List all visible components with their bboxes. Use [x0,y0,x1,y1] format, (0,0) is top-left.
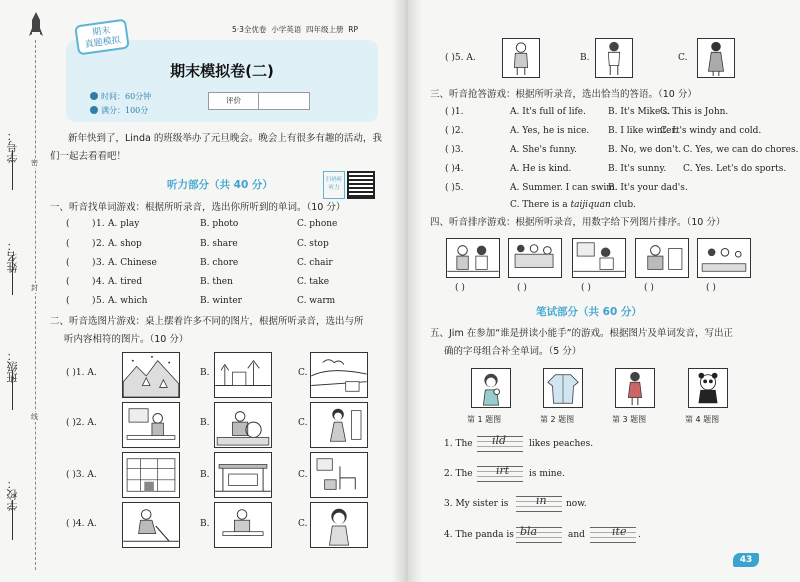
q2-1b-winter-trees[interactable] [214,352,272,398]
q5-s4-mid: and [568,530,585,540]
q1-option-b[interactable]: B. chore [200,258,239,268]
q5-s2-answer: irt [496,464,510,477]
q1-heading: 一、听音找单词游戏：根据所听录音，选出你所听到的单词。（10 分） [50,202,346,213]
q2-row1-b: B. [200,368,210,378]
q5-heading-2: 确的字母组合补全单词。（5 分） [444,346,582,357]
q5-s1-answer: ild [492,434,507,447]
q1-option-a[interactable]: A. which [108,296,148,306]
q1-paren-open[interactable]: ( [66,239,70,249]
q4-pic1-family-talk[interactable] [446,238,500,278]
q3-option-c[interactable]: C. It's windy and cold. [660,126,762,136]
pencil-icon [90,106,98,114]
q1-paren-close: ) [92,277,96,287]
q2-row2-b: B. [200,418,210,428]
q3-number[interactable]: ( )1. [445,107,464,117]
seal-mark-line: 线 [31,413,38,421]
q2-5b-figure[interactable] [595,38,633,78]
q5-pic1-child-eating [471,368,511,408]
q1-option-c[interactable]: C. phone [297,219,338,229]
class-label: 班级： [6,350,19,383]
q1-option-b[interactable]: B. share [200,239,238,249]
q2-3c-chair-room[interactable] [310,452,368,498]
q4-bracket-3[interactable]: ( ) [581,283,591,293]
page-number: 43 [733,553,759,567]
q2-2a-classroom[interactable] [122,402,180,448]
q1-paren-open[interactable]: ( [66,277,70,287]
q2-heading-2: 听内容相符的图片。（10 分） [64,334,189,345]
seal-mark-seal: 封 [31,284,38,292]
listening-section-title: 听力部分（共 40 分） [167,179,273,191]
q1-option-a[interactable]: A. play [108,219,140,229]
q1-option-c[interactable]: C. chair [297,258,333,268]
q5-pic4-panda [688,368,728,408]
q1-number: 5. [96,296,105,306]
exam-badge [74,19,130,56]
badge-line-1: 期末 [91,25,111,39]
q4-bracket-5[interactable]: ( ) [706,283,716,293]
q5-caption-2: 第 2 题图 [540,415,575,424]
badge-line-2: 真题模拟 [84,35,122,51]
q3-number[interactable]: ( )2. [445,126,464,136]
q4-bracket-1[interactable]: ( ) [455,283,465,293]
q2-3b-bus-stop[interactable] [214,452,272,498]
qr-tag: 扫码听听力 [323,171,345,199]
q2-row2-c: C. [298,418,308,428]
q2-row4-c: C. [298,519,308,529]
q5-s2-post: is mine. [529,469,565,479]
q3-option-c[interactable]: C. Yes, we can do chores. [683,145,799,155]
q5-s3-answer: in [536,494,547,507]
q1-number: 2. [96,239,105,249]
q3-option-b[interactable]: B. It's sunny. [608,164,667,174]
q1-option-a[interactable]: A. Chinese [108,258,157,268]
school-line [12,500,13,540]
q1-paren-close: ) [92,258,96,268]
name-label: 姓名： [6,240,19,273]
q2-heading-1: 二、听音选图片游戏：桌上摆着许多不同的图片，根据所听录音，选出与所 [50,316,364,327]
q2-5c-figure[interactable] [697,38,735,78]
q4-pic3-kitchen[interactable] [572,238,626,278]
q2-4a-boy-cleaning[interactable] [122,502,180,548]
q2-4b-girl-reading[interactable] [214,502,272,548]
q5-s1-pre: 1. The [444,439,473,449]
q3-option-a[interactable]: A. It's full of life. [510,107,586,117]
q1-option-b[interactable]: B. then [200,277,233,287]
q2-1c-landscape[interactable] [310,352,368,398]
student-id-label: 学号： [6,130,19,163]
qr-code-icon[interactable] [347,171,375,199]
q4-pic2-family-group[interactable] [508,238,562,278]
q5-caption-4: 第 4 题图 [685,415,720,424]
q3-option-a[interactable]: A. She's funny. [510,145,577,155]
q1-paren-close: ) [92,219,96,229]
q1-number: 4. [96,277,105,287]
q1-number: 3. [96,258,105,268]
q2-4c-girl-portrait[interactable] [310,502,368,548]
q2-row3-c: C. [298,470,308,480]
q3-option-a[interactable]: A. Summer. I can swim. [510,183,618,193]
rocket-icon [28,10,44,40]
q2-row1-c: C. [298,368,308,378]
edition-name: RP [348,25,359,34]
q2-5-label: ( )5. A. [445,53,476,63]
q5-s4-answer-1: bla [520,525,538,538]
q5-s3-post: now. [566,499,587,509]
q5-s4-pre: 4. The panda is [444,530,514,540]
q3-number[interactable]: ( )3. [445,145,464,155]
series-name: 5·3全优卷 [232,25,267,34]
clock-icon [90,92,98,100]
q4-bracket-4[interactable]: ( ) [644,283,654,293]
q2-1a-snow-scene[interactable] [122,352,180,398]
q4-bracket-2[interactable]: ( ) [517,283,527,293]
q3-number[interactable]: ( )5. [445,183,464,193]
seal-mark-close: 密 [31,159,38,167]
q2-row4-b: B. [200,519,210,529]
writing-section-title: 笔试部分（共 60 分） [536,306,642,318]
q4-pic5-family-home[interactable] [697,238,751,278]
q1-option-b[interactable]: B. photo [200,219,239,229]
q1-option-c[interactable]: C. stop [297,239,329,249]
q1-paren-open[interactable]: ( [66,258,70,268]
q2-5-c: C. [678,53,688,63]
q5-s2-pre: 2. The [444,469,473,479]
q5-pic2-shirt [543,368,583,408]
page-title: 期末模拟卷(二) [170,62,274,80]
q3-5-c: C. There is a taijiquan club. [510,200,636,210]
q5-pic3-girl-standing [615,368,655,408]
q5-caption-3: 第 3 题图 [612,415,647,424]
q4-pic4-living-room[interactable] [635,238,689,278]
q1-paren-close: ) [92,239,96,249]
q3-option-c[interactable]: C. Yes. Let's do sports. [683,164,787,174]
q2-row2-label: ( )2. A. [66,418,97,428]
q2-row3-label: ( )3. A. [66,470,97,480]
q5-s3-pre: 3. My sister is [444,499,509,509]
cut-line [35,40,36,570]
school-label: 学校： [6,478,19,511]
q5-s4-end: . [638,530,641,540]
q3-number[interactable]: ( )4. [445,164,464,174]
q3-option-b[interactable]: B. No, we don't. [608,145,682,155]
q3-heading: 三、听音抢答游戏：根据所听录音，选出恰当的答语。（10 分） [430,89,697,100]
q3-option-b[interactable]: B. It's your dad's. [608,183,688,193]
name-line [12,255,13,295]
q1-option-a[interactable]: A. tired [108,277,143,287]
q5-s4-answer-2: ite [612,525,627,538]
q5-caption-1: 第 1 题图 [467,415,502,424]
q1-option-a[interactable]: A. shop [108,239,142,249]
student-id-line [12,150,13,190]
q2-5a-figure[interactable] [502,38,540,78]
q1-option-c[interactable]: C. warm [297,296,336,306]
q1-paren-open[interactable]: ( [66,219,70,229]
q2-row3-b: B. [200,470,210,480]
score-info: 满分：100分 [90,105,148,116]
q1-option-c[interactable]: C. take [297,277,330,287]
q5-heading-1: 五、Jim 在参加“谁是拼读小能手”的游戏。根据图片及单词发音，写出正 [430,328,734,339]
q3-option-a[interactable]: A. He is kind. [510,164,572,174]
q5-s1-post: likes peaches. [529,439,594,449]
q3-option-c[interactable]: C. This is John. [660,107,729,117]
q2-row1-label: ( )1. A. [66,368,97,378]
q2-row4-label: ( )4. A. [66,519,97,529]
q2-2b-driving[interactable] [214,402,272,448]
subject-name: 小学英语 [271,25,302,34]
q1-paren-open[interactable]: ( [66,296,70,306]
q1-paren-close: ) [92,296,96,306]
book-gutter [392,0,422,582]
class-line [12,370,13,410]
grade-name: 四年级上册 [306,25,344,34]
q4-heading: 四、听音排序游戏：根据所听录音，用数字给下列图片排序。（10 分） [430,217,726,228]
evaluation-box[interactable] [208,92,310,110]
q2-2c-girl-at-home[interactable] [310,402,368,448]
evaluation-label: 评价 [209,93,259,109]
q3-option-b[interactable]: B. It's Mike's. [608,107,671,117]
q3-option-a[interactable]: A. Yes, he is nice. [510,126,590,136]
time-info: 时间：60分钟 [90,91,151,102]
q2-3a-building[interactable] [122,452,180,498]
intro-paragraph: 新年快到了，Linda 的班级举办了元旦晚会。晚会上有很多有趣的活动，我们一起去看看吧！ [50,133,382,162]
q1-option-b[interactable]: B. winter [200,296,242,306]
q1-number: 1. [96,219,105,229]
q3-option-b[interactable]: B. I like winter. [608,126,678,136]
q2-5-b: B. [580,53,590,63]
series-info [232,24,358,35]
